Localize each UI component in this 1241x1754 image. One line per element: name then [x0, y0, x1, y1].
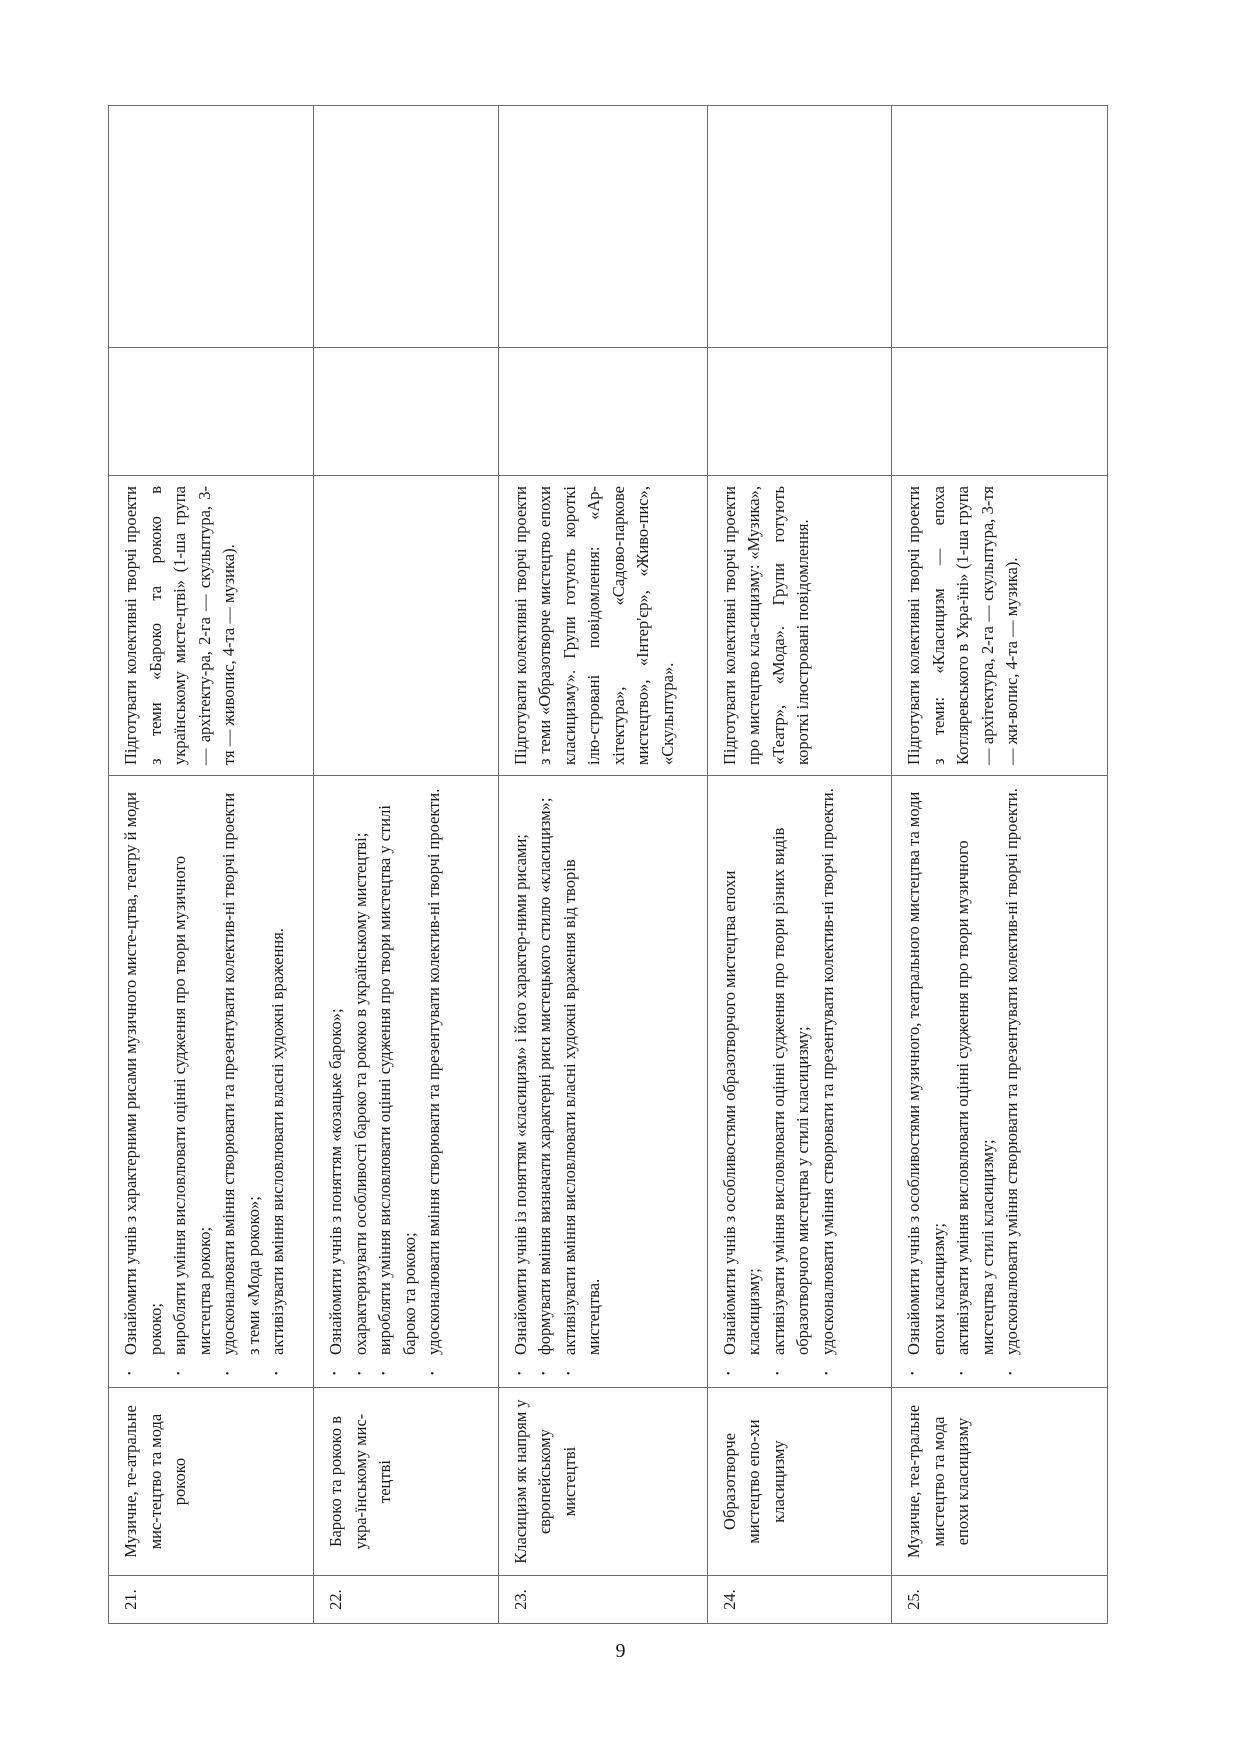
lesson-goals: [109, 776, 314, 1388]
table-row: [109, 106, 314, 1624]
empty-cell: [314, 348, 498, 476]
empty-cell: [498, 106, 707, 348]
empty-cell: [109, 348, 314, 476]
goal-item: • Ознайомити учнів з поняттям «козацьке бароко»;: [324, 786, 349, 1377]
empty-cell: [707, 106, 891, 348]
goal-item: • охарактеризувати особливості бароко та рококо в українському мистецтві;: [349, 786, 374, 1377]
lesson-topic: Класицизм як напрям у європейському мистецтві: [498, 1388, 707, 1576]
lesson-topic: Музичне, теа-тральне мистецтво та мода епохи класицизму: [892, 1388, 1108, 1576]
lesson-goals: [892, 776, 1108, 1388]
lesson-number: 25.: [892, 1576, 1108, 1624]
empty-cell: [109, 106, 314, 348]
lesson-goals: [498, 776, 707, 1388]
lesson-topic: Образотворче мистецтво епо-хи класицизму: [707, 1388, 891, 1576]
homework-task: Підготувати колективні творчі проекти з теми «Образотворче мистецтво епохи класицизму». Групи готують короткі ілю-стровані повідомлення: «Ар-хітектура», «Садово-паркове мистецтво», «Інтер'єр», «Живо-пис», «Скульптура».: [498, 476, 707, 776]
goal-item: • удосконалювати вміння створювати та презентувати колектив-ні творчі проекти.: [422, 786, 447, 1377]
empty-cell: [892, 348, 1108, 476]
goal-item: • активізувати уміння висловлювати оцінні судження про твори музичного мистецтва у стилі класицизму;: [951, 786, 1000, 1377]
lesson-number: 23.: [498, 1576, 707, 1624]
goal-item: • формувати вміння визначати характерні риси мистецького стилю «класицизм»;: [533, 786, 558, 1377]
goal-item: • Ознайомити учнів з характерними рисами музичного мисте-цтва, театру й моди рококо;: [119, 786, 168, 1377]
homework-task: [314, 476, 498, 776]
lesson-topic: Бароко та рококо в укра-їнському мис-тецтві: [314, 1388, 498, 1576]
lesson-number: 21.: [109, 1576, 314, 1624]
table-row: [498, 106, 707, 1624]
lesson-topic: Музичне, те-атральне мис-тецтво та мода рококо: [109, 1388, 314, 1576]
goal-item: • Ознайомити учнів з особливостями образотворчого мистецтва епохи класицизму;: [718, 786, 767, 1377]
homework-task: Підготувати колективні творчі проекти про мистецтво кла-сицизму: «Музика», «Театр», «Мода». Групи готують короткі ілюстровані повідомлення.: [707, 476, 891, 776]
lesson-number: 24.: [707, 1576, 891, 1624]
empty-cell: [314, 106, 498, 348]
table-row: [892, 106, 1108, 1624]
goal-item: • удосконалювати уміння створювати та презентувати колектив-ні творчі проекти.: [1000, 786, 1025, 1377]
empty-cell: [707, 348, 891, 476]
page-number: 9: [615, 1640, 626, 1662]
lesson-goals: [314, 776, 498, 1388]
goal-item: • виробляти уміння висловлювати оцінні судження про твори музичного мистецтва рококо;: [168, 786, 217, 1377]
table-row: [314, 106, 498, 1624]
goal-item: • Ознайомити учнів із поняттям «класицизм» і його характер-ними рисами;: [509, 786, 534, 1377]
lesson-plan-table: [108, 105, 1108, 1624]
goal-item: • виробляти уміння висловлювати оцінні судження про твори мистецтва у стилі бароко та рококо;: [373, 786, 422, 1377]
table-row: [707, 106, 891, 1624]
goal-item: • Ознайомити учнів з особливостями музичного, театрального мистецтва та моди епохи класицизму;: [902, 786, 951, 1377]
empty-cell: [498, 348, 707, 476]
goal-item: • активізувати уміння висловлювати оцінні судження про твори різних видів образотворчого мистецтва у стилі класицизму;: [767, 786, 816, 1377]
empty-cell: [892, 106, 1108, 348]
goal-item: • активізувати вміння висловлювати власні художні враження від творів мистецтва.: [558, 786, 607, 1377]
rotated-table-sheet: [108, 106, 1108, 1624]
lesson-number: 22.: [314, 1576, 498, 1624]
lesson-goals: [707, 776, 891, 1388]
goal-item: • активізувати вміння висловлювати власні художні враження.: [266, 786, 291, 1377]
goal-item: • удосконалювати вміння створювати та презентувати колектив-ні творчі проекти з теми «Мода рококо»;: [217, 786, 266, 1377]
goal-item: • удосконалювати уміння створювати та презентувати колектив-ні творчі проекти.: [816, 786, 841, 1377]
homework-task: Підготувати колективні творчі проекти з теми: «Класицизм — епоха Котляревського в Укра-їні» (1-ша група — архітектура, 2-га — скульптура, 3-тя — жи-вопис, 4-та — музика).: [892, 476, 1108, 776]
homework-task: Підготувати колективні творчі проекти з теми «Бароко та рококо в українському мисте-цтві» (1-ша група — архітекту-ра, 2-га — скульптура, 3-тя — живопис, 4-та — музика).: [109, 476, 314, 776]
